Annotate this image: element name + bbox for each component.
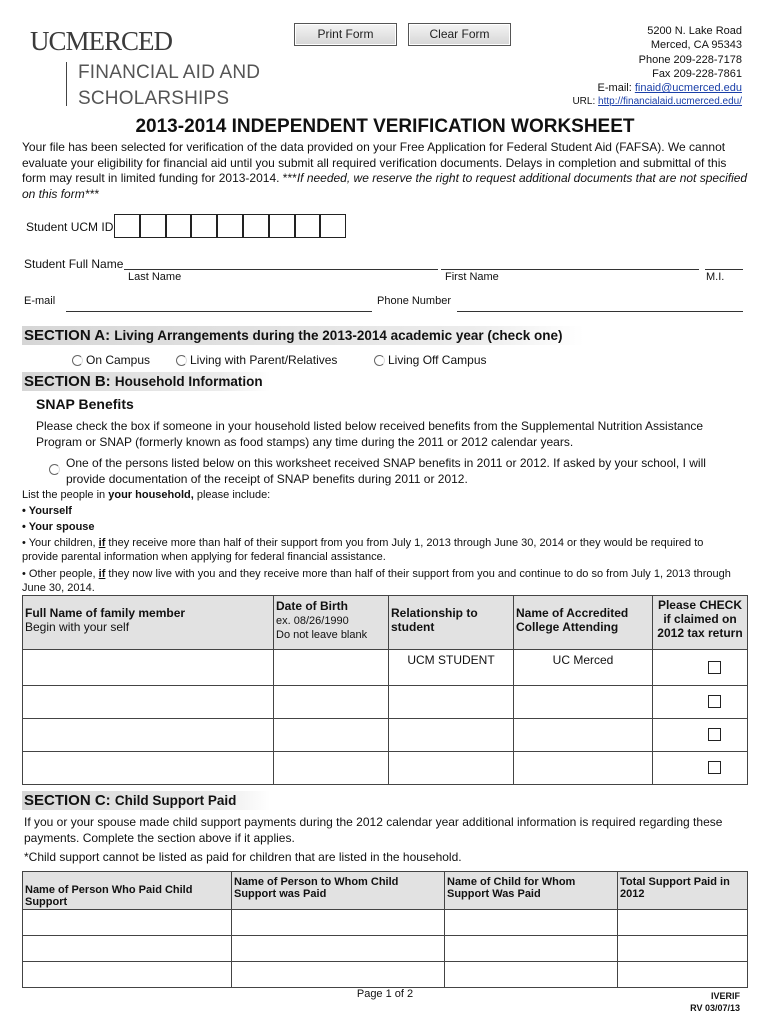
cs-row2-payee[interactable] [232,936,445,962]
section-a-title: Living Arrangements during the 2013-2014 academic year (check one) [114,328,563,343]
cs-row3-child[interactable] [445,962,618,988]
col-relationship: Relationship to student [389,596,514,650]
cs-row1-payer[interactable] [23,910,232,936]
list-intro-post: please include: [193,489,271,501]
mi-caption: M.I. [706,271,725,283]
intro-text: Your file has been selected for verification of the data provided on your Free Application for Federal Student Aid (FAFSA). We cannot evaluate your eligibility for financial aid until you submit all required verification documents. Delays in completion and submittal of this form may result in limited funding for 2013-2014. *** [22,140,727,186]
child-support-row-1 [23,910,748,936]
page-number: Page 1 of 2 [356,988,414,1000]
household-row-4 [23,752,748,785]
first-name-caption: First Name [445,271,499,283]
cs-row3-total[interactable] [618,962,748,988]
student-id-digit-box[interactable] [320,214,346,238]
student-id-digit-box[interactable] [191,214,217,238]
other-if: if [98,568,106,580]
row3-tax-cell [653,719,748,752]
address-street: 5200 N. Lake Road [647,25,742,37]
row1-tax-cell [653,650,748,686]
col-tax-return: Please CHECK if claimed on 2012 tax return [653,596,748,650]
snap-option-radio[interactable] [49,464,60,475]
intro-italic: If needed, we reserve the right to request additional documents that are not specified on this form*** [22,171,748,201]
col-payer: Name of Person Who Paid Child Support [23,872,232,910]
row3-tax-checkbox[interactable] [708,728,721,741]
student-id-digit-box[interactable] [140,214,166,238]
col-dob-sub1: ex. 08/26/1990 [276,615,349,627]
row1-dob[interactable] [274,650,389,686]
row3-college[interactable] [514,719,653,752]
row3-name[interactable] [23,719,274,752]
row1-tax-checkbox[interactable] [708,661,721,674]
student-name-label: Student Full Name [24,257,124,271]
print-form-button[interactable]: Print Form [294,23,397,46]
section-c-title: Child Support Paid [114,793,237,808]
household-header-row [23,596,748,650]
cs-row2-child[interactable] [445,936,618,962]
row2-tax-cell [653,686,748,719]
household-table [22,595,748,785]
row2-name[interactable] [23,686,274,719]
row4-college[interactable] [514,752,653,785]
household-row-2 [23,686,748,719]
email-label: E-mail: [597,82,635,95]
snap-heading: SNAP Benefits [36,396,134,412]
student-id-digit-box[interactable] [166,214,192,238]
child-support-header-row [23,872,748,910]
row4-tax-cell [653,752,748,785]
col-dob-bold: Date of Birth [276,599,348,613]
student-id-digit-box[interactable] [217,214,243,238]
household-row-1 [23,650,748,686]
row2-college[interactable] [514,686,653,719]
address-url-row [572,95,742,109]
student-id-label: Student UCM ID [26,220,114,234]
off-campus-radio[interactable] [374,355,385,366]
cs-row1-total[interactable] [618,910,748,936]
bullet-other: • Other people, if they now live with you and they receive more than half of their support from you and continue to do so from July 1, 2013 through June 30, 2014. [22,568,731,594]
section-b-title: Household Information [114,374,263,389]
with-parent-radio[interactable] [176,355,187,366]
col-full-name-bold: Full Name of family member [25,606,186,620]
form-code [690,990,740,1014]
student-id-digit-box[interactable] [114,214,140,238]
section-b-header [22,372,270,391]
col-dob-sub2: Do not leave blank [276,629,368,641]
row3-relationship[interactable] [389,719,514,752]
logo-line1: FINANCIAL AID AND [78,62,261,83]
address-fax: Fax 209-228-7861 [652,67,742,80]
form-revision: RV 03/07/13 [690,1003,740,1013]
cs-row3-payee[interactable] [232,962,445,988]
list-intro-bold: your household, [108,489,194,501]
section-c-text: If you or your spouse made child support payments during the 2012 calendar year additional information is required regarding these payments. Complete the section above if it applies. [24,815,723,845]
mi-field[interactable] [705,269,743,270]
col-full-name-sub: Begin with your self [25,620,130,634]
url-link[interactable]: http://financialaid.ucmerced.edu/ [598,96,742,108]
first-name-field[interactable] [441,269,699,270]
col-dob [274,596,389,650]
on-campus-label: On Campus [86,353,151,367]
off-campus-label: Living Off Campus [388,353,487,367]
cs-row3-payer[interactable] [23,962,232,988]
col-total: Total Support Paid in 2012 [618,872,748,910]
row2-relationship[interactable] [389,686,514,719]
row2-tax-checkbox[interactable] [708,695,721,708]
row4-tax-checkbox[interactable] [708,761,721,774]
cs-row2-payer[interactable] [23,936,232,962]
url-label: URL: [572,96,599,108]
col-full-name [23,596,274,650]
bullet-spouse: • Your spouse [22,521,95,533]
child-support-row-3 [23,962,748,988]
address-city: Merced, CA 95343 [650,39,742,52]
student-id-digit-box[interactable] [243,214,269,238]
section-a-prefix: SECTION A: [24,327,115,344]
other-pre: Other people, [28,568,99,580]
cs-row1-child[interactable] [445,910,618,936]
household-row-3 [23,719,748,752]
section-b-prefix: SECTION B: [24,373,115,390]
snap-text: Please check the box if someone in your household listed below received benefits from the Supplemental Nutrition Assistance Program or SNAP (formerly known as food stamps) any time during the 2011 or 2012 calendar years. [36,419,704,449]
phone-field[interactable] [457,311,743,312]
section-c-header [22,791,270,810]
other-post: they now live with you and they receive more than half of their support from you and continue to do so from July 1, 2013 through June 30, 2014. [22,568,731,594]
bullet-spouse-text: Your spouse [28,521,95,533]
row3-dob[interactable] [274,719,389,752]
row1-name[interactable] [23,650,274,686]
row1-relationship: UCM STUDENT [389,650,514,686]
student-id-digit-box[interactable] [269,214,295,238]
col-payee: Name of Person to Whom Child Support was Paid [232,872,445,910]
list-intro-pre: List the people in [22,489,109,501]
email-link[interactable]: finaid@ucmerced.edu [634,82,742,95]
section-c-prefix: SECTION C: [24,792,115,809]
section-c-note: *Child support cannot be listed as paid for children that are listed in the household. [24,850,462,864]
intro-paragraph [22,140,752,202]
address-block [572,24,742,110]
logo-divider [66,62,67,106]
bullet-yourself-text: Yourself [28,505,72,517]
email-field[interactable] [66,311,372,312]
logo-line2: SCHOLARSHIPS [78,88,230,109]
child-support-row-2 [23,936,748,962]
col-college: Name of Accredited College Attending [514,596,653,650]
row1-college: UC Merced [514,650,653,686]
last-name-caption: Last Name [128,271,182,283]
bullet-children: • Your children, if they receive more than half of their support from you from July 1, 2013 through June 30, 2014 or they would be required to provide parental information when applying for federal financial assistance. [22,537,704,563]
col-child: Name of Child for Whom Support Was Paid [445,872,618,910]
children-pre: Your children, [28,537,99,549]
on-campus-radio[interactable] [72,355,83,366]
list-intro [22,489,270,501]
row4-dob[interactable] [274,752,389,785]
row2-dob[interactable] [274,686,389,719]
email-label: E-mail [24,295,56,307]
ucmerced-logo: UCMERCED [30,26,173,56]
address-email-row [572,81,742,95]
last-name-field[interactable] [124,269,438,270]
with-parent-label: Living with Parent/Relatives [190,353,338,367]
form-code-id: IVERIF [710,991,740,1001]
bullet-yourself: • Yourself [22,505,72,517]
student-id-digit-box[interactable] [295,214,321,238]
cs-row2-total[interactable] [618,936,748,962]
clear-form-button[interactable]: Clear Form [408,23,511,46]
row4-name[interactable] [23,752,274,785]
snap-option-text: One of the persons listed below on this worksheet received SNAP benefits in 2011 or 2012. If asked by your school, I will provide documentation of the receipt of SNAP benefits during 2011 or 2012. [66,456,706,486]
cs-row1-payee[interactable] [232,910,445,936]
page-title: 2013-2014 INDEPENDENT VERIFICATION WORKSHEET [135,116,635,137]
children-if: if [98,537,106,549]
section-a-header [22,326,584,345]
row4-relationship[interactable] [389,752,514,785]
phone-label: Phone Number [377,295,451,307]
address-phone: Phone 209-228-7178 [638,53,742,66]
child-support-table [22,871,748,988]
children-post: they receive more than half of their support from you from July 1, 2013 through June 30, 2014 or they would be required to provide parental information when applying for federal financial assistance. [22,537,704,563]
